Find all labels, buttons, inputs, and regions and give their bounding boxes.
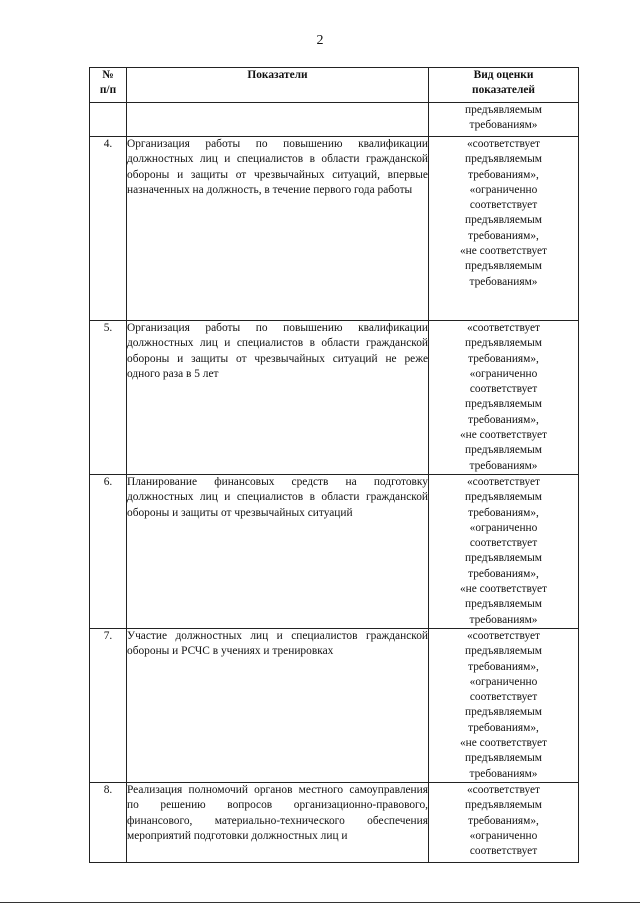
evaluation-line: требованиям», bbox=[468, 721, 539, 734]
evaluation-line: требованиям», bbox=[468, 352, 539, 365]
evaluation-line: «не соответствует bbox=[459, 583, 548, 596]
evaluation-line: предъявляемым bbox=[465, 752, 542, 765]
evaluation-line: требованиям» bbox=[469, 767, 538, 780]
evaluation-line: требованиям» bbox=[469, 275, 538, 288]
table-row bbox=[90, 628, 579, 782]
evaluation-line: требованиям», bbox=[468, 413, 539, 426]
evaluation-line: «соответствует bbox=[466, 629, 541, 642]
table-row bbox=[90, 321, 579, 475]
evaluation-line: предъявляемым bbox=[465, 491, 542, 504]
row-number: 8. bbox=[90, 782, 127, 862]
evaluation-line: «не соответствует bbox=[459, 429, 548, 442]
evaluation-line: требованиям», bbox=[468, 660, 539, 673]
evaluation-line: предъявляемым bbox=[465, 552, 542, 565]
table-row bbox=[90, 137, 579, 321]
evaluation-cell bbox=[429, 474, 579, 628]
evaluation-cell bbox=[429, 782, 579, 862]
evaluation-line: «не соответствует bbox=[459, 737, 548, 750]
table-row bbox=[90, 474, 579, 628]
evaluation-line: предъявляемым bbox=[465, 214, 542, 227]
indicators-table bbox=[89, 67, 579, 863]
evaluation-line: предъявляемым bbox=[465, 337, 542, 350]
evaluation-line: соответствует bbox=[469, 537, 538, 550]
evaluation-line: «соответствует bbox=[466, 322, 541, 334]
row-indicator: Участие должностных лиц и специалистов гражданской обороны и РСЧС в учениях и тренировках bbox=[127, 628, 429, 782]
row-number: 6. bbox=[90, 474, 127, 628]
table-row bbox=[90, 782, 579, 862]
evaluation-cell: предъявляемым требованиям» bbox=[429, 103, 579, 137]
evaluation-cell bbox=[429, 321, 579, 475]
evaluation-line: предъявляемым bbox=[465, 645, 542, 658]
evaluation-line: предъявляемым bbox=[465, 598, 542, 611]
header-evaluation: Вид оценки показателей bbox=[429, 68, 579, 103]
evaluation-line: «соответствует bbox=[466, 783, 541, 796]
header-indicators: Показатели bbox=[127, 68, 429, 103]
evaluation-line: «ограниченно bbox=[469, 829, 538, 842]
evaluation-line: требованиям», bbox=[468, 567, 539, 580]
evaluation-line: соответствует bbox=[469, 199, 538, 212]
evaluation-line: «соответствует bbox=[466, 475, 541, 488]
evaluation-line: предъявляемым bbox=[465, 706, 542, 719]
evaluation-line: «ограниченно bbox=[469, 183, 538, 196]
evaluation-line: соответствует bbox=[469, 845, 538, 858]
evaluation-line: предъявляемым bbox=[465, 799, 542, 812]
evaluation-line: «ограниченно bbox=[469, 675, 538, 688]
row-number: 4. bbox=[90, 137, 127, 321]
page-bottom-edge bbox=[0, 902, 640, 903]
page-number: 2 bbox=[316, 33, 324, 48]
evaluation-line: «ограниченно bbox=[469, 367, 538, 380]
evaluation-line: требованиям» bbox=[469, 613, 538, 626]
evaluation-line: предъявляемым bbox=[465, 153, 542, 166]
row-indicator: Планирование финансовых средств на подготовку должностных лиц и специалистов в области гражданской обороны и защиты от чрезвычайных ситуаций bbox=[127, 474, 429, 628]
evaluation-line: требованиям», bbox=[468, 814, 539, 827]
evaluation-cell bbox=[429, 137, 579, 321]
header-number: № п/п bbox=[90, 68, 127, 103]
row-number: 5. bbox=[90, 321, 127, 475]
evaluation-line: соответствует bbox=[469, 691, 538, 704]
evaluation-line: «соответствует bbox=[466, 138, 541, 150]
row-indicator: Реализация полномочий органов местного самоуправления по решению вопросов организационно-правового, финансового, материально-технического обеспечения мероприятий подготовки должностных лиц и bbox=[127, 782, 429, 862]
evaluation-line: предъявляемым bbox=[465, 398, 542, 411]
evaluation-line: требованиям», bbox=[468, 168, 539, 181]
evaluation-line: предъявляемым bbox=[465, 444, 542, 457]
table-row-continuation bbox=[90, 103, 579, 137]
row-number: 7. bbox=[90, 628, 127, 782]
evaluation-line: требованиям», bbox=[468, 506, 539, 519]
row-indicator: Организация работы по повышению квалификации должностных лиц и специалистов в области гражданской обороны и защиты от чрезвычайных ситуаций не реже одного раза в 5 лет bbox=[127, 321, 429, 475]
evaluation-cell bbox=[429, 628, 579, 782]
evaluation-line: требованиям», bbox=[468, 229, 539, 242]
evaluation-line: «ограниченно bbox=[469, 521, 538, 534]
evaluation-line: «не соответствует bbox=[459, 245, 548, 258]
evaluation-line: соответствует bbox=[469, 383, 538, 396]
row-indicator: Организация работы по повышению квалификации должностных лиц и специалистов в области гражданской обороны и защиты от чрезвычайных ситуаций, впервые назначенных на должность, в течение первого года работы bbox=[127, 137, 429, 321]
table-header bbox=[90, 68, 579, 103]
evaluation-line: требованиям» bbox=[469, 459, 538, 472]
evaluation-line: предъявляемым bbox=[465, 260, 542, 273]
